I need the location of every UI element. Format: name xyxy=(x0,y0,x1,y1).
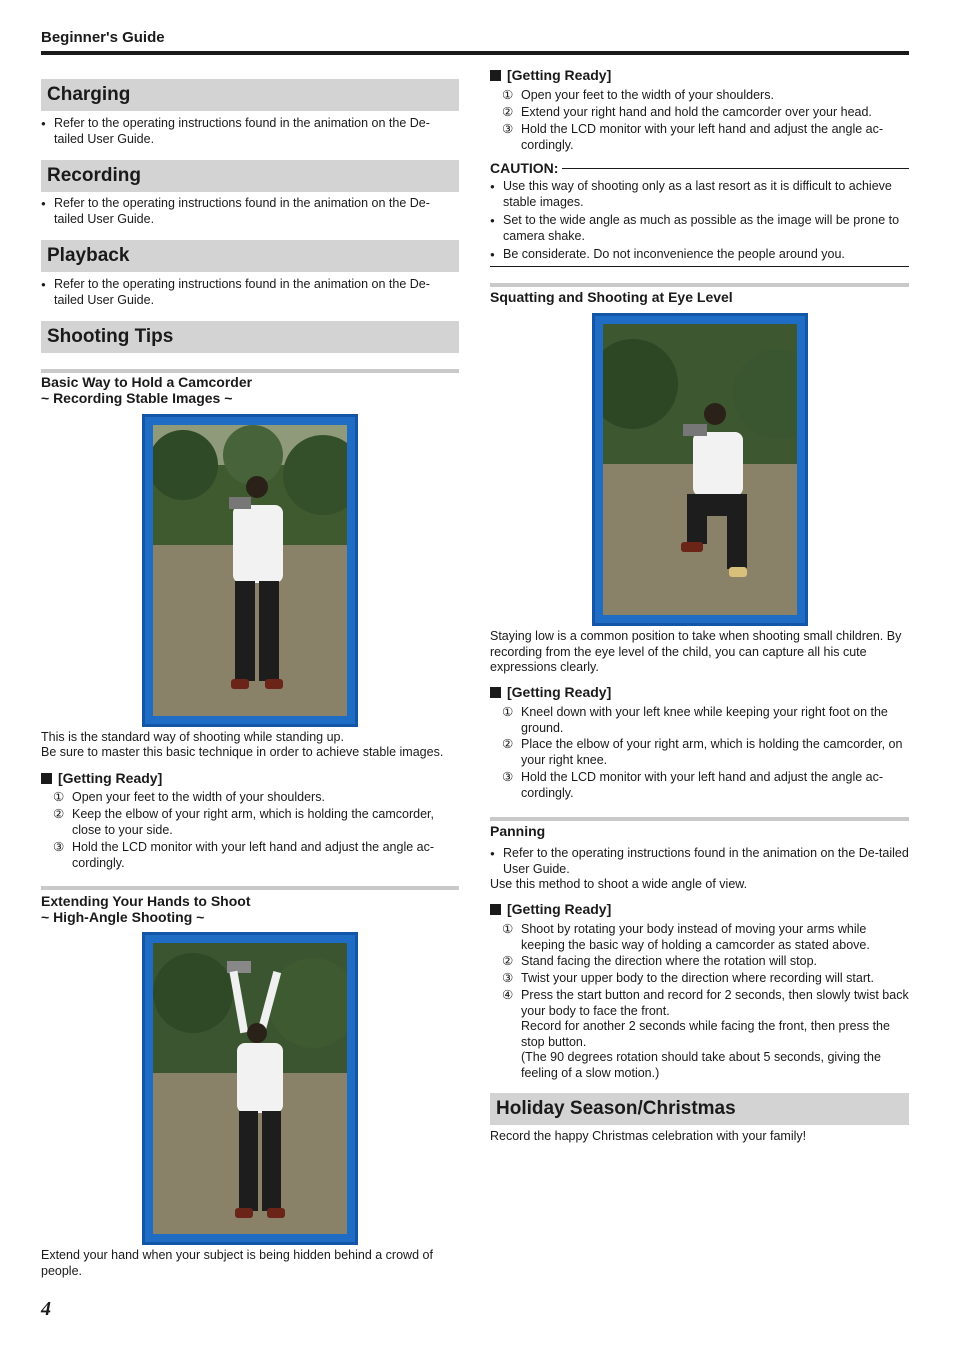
square-bullet-icon xyxy=(490,70,501,81)
playback-heading: Playback xyxy=(41,240,459,272)
square-bullet-icon xyxy=(490,904,501,915)
squatting-figure-image xyxy=(603,324,797,615)
holiday-text: Record the happy Christmas celebration with your family! xyxy=(490,1129,807,1143)
basic-step: ① Open your feet to the width of your shoulders. xyxy=(53,790,325,804)
panning-step-note: (The 90 degrees rotation should take about 5 seconds, giving the feeling of a slow motion.) xyxy=(521,1050,881,1080)
holiday-heading: Holiday Season/Christmas xyxy=(490,1093,909,1125)
charging-text: ● Refer to the operating instructions found in the animation on the De-tailed User Guide. xyxy=(41,116,459,147)
square-bullet-icon xyxy=(490,687,501,698)
basic-caption-2: Be sure to master this basic technique in order to achieve stable images. xyxy=(41,745,444,759)
extending-step: ③ Hold the LCD monitor with your left hand and adjust the angle ac-cordingly. xyxy=(502,122,884,152)
panning-step: ④ Press the start button and record for 2 seconds, then slowly twist back your body to face the front. xyxy=(502,988,909,1018)
basic-subtitle: ~ Recording Stable Images ~ xyxy=(41,390,233,406)
basic-title: Basic Way to Hold a Camcorder xyxy=(41,374,253,390)
caution-item: ● Set to the wide angle as much as possible as the image will be prone to camera shake. xyxy=(490,213,909,244)
squatting-photo xyxy=(592,313,808,626)
page-header-title: Beginner's Guide xyxy=(41,29,165,46)
panning-title: Panning xyxy=(490,823,546,839)
charging-heading: Charging xyxy=(41,79,459,111)
caution-rule xyxy=(562,168,909,169)
squatting-step: ① Kneel down with your left knee while keeping your right foot on the ground. xyxy=(502,705,888,735)
extending-step: ① Open your feet to the width of your shoulders. xyxy=(502,88,774,102)
squatting-getting-ready: [Getting Ready] xyxy=(490,684,611,701)
panning-text: Use this method to shoot a wide angle of view. xyxy=(490,877,748,891)
caution-item: ● Use this way of shooting only as a last resort as it is difficult to achieve stable images. xyxy=(490,179,909,210)
extending-caption: Extend your hand when your subject is being hidden behind a crowd of people. xyxy=(41,1248,433,1278)
panning-step-note: Record for another 2 seconds while facing the front, then press the stop button. xyxy=(521,1019,890,1049)
basic-step: ② Keep the elbow of your right arm, which is holding the camcorder, close to your side. xyxy=(53,807,434,837)
extending-step: ② Extend your right hand and hold the camcorder over your head. xyxy=(502,105,872,119)
basic-step: ③ Hold the LCD monitor with your left hand and adjust the angle ac-cordingly. xyxy=(53,840,435,870)
extending-rule xyxy=(41,886,459,890)
squatting-caption: Staying low is a common position to take when shooting small children. By recording from the eye level of the child, you can capture all his cute expressions clearly. xyxy=(490,629,902,674)
squatting-rule xyxy=(490,283,909,287)
high-angle-figure-image xyxy=(153,943,347,1234)
basic-caption-1: This is the standard way of shooting while standing up. xyxy=(41,730,344,744)
recording-heading: Recording xyxy=(41,160,459,192)
basic-getting-ready: [Getting Ready] xyxy=(41,770,162,787)
playback-text: ● Refer to the operating instructions found in the animation on the De-tailed User Guide. xyxy=(41,277,459,308)
standing-photo xyxy=(142,414,358,727)
basic-rule xyxy=(41,369,459,373)
panning-step: ③ Twist your upper body to the direction where recording will start. xyxy=(502,971,874,985)
caution-item: ● Be considerate. Do not inconvenience the people around you. xyxy=(490,247,909,263)
square-bullet-icon xyxy=(41,773,52,784)
panning-bullet: ● Refer to the operating instructions found in the animation on the De-tailed User Guide. xyxy=(490,846,909,877)
extending-subtitle: ~ High-Angle Shooting ~ xyxy=(41,909,205,925)
shooting-tips-heading: Shooting Tips xyxy=(41,321,459,353)
squatting-step: ③ Hold the LCD monitor with your left hand and adjust the angle ac-cordingly. xyxy=(502,770,884,800)
page-number: 4 xyxy=(41,1298,51,1320)
panning-step: ① Shoot by rotating your body instead of moving your arms while keeping the basic way of holding a camcorder as stated above. xyxy=(502,922,870,952)
panning-step: ② Stand facing the direction where the rotation will stop. xyxy=(502,954,818,968)
extending-getting-ready: [Getting Ready] xyxy=(490,67,611,84)
squatting-step: ② Place the elbow of your right arm, which is holding the camcorder, on your right knee. xyxy=(502,737,903,767)
panning-getting-ready: [Getting Ready] xyxy=(490,901,611,918)
panning-rule xyxy=(490,817,909,821)
caution-bottom-rule xyxy=(490,266,909,267)
caution-title: CAUTION: xyxy=(490,160,559,176)
recording-text: ● Refer to the operating instructions found in the animation on the De-tailed User Guide. xyxy=(41,196,459,227)
standing-figure-image xyxy=(153,425,347,716)
high-angle-photo xyxy=(142,932,358,1245)
header-rule xyxy=(41,51,909,55)
squatting-title: Squatting and Shooting at Eye Level xyxy=(490,289,733,305)
extending-title: Extending Your Hands to Shoot xyxy=(41,893,251,909)
